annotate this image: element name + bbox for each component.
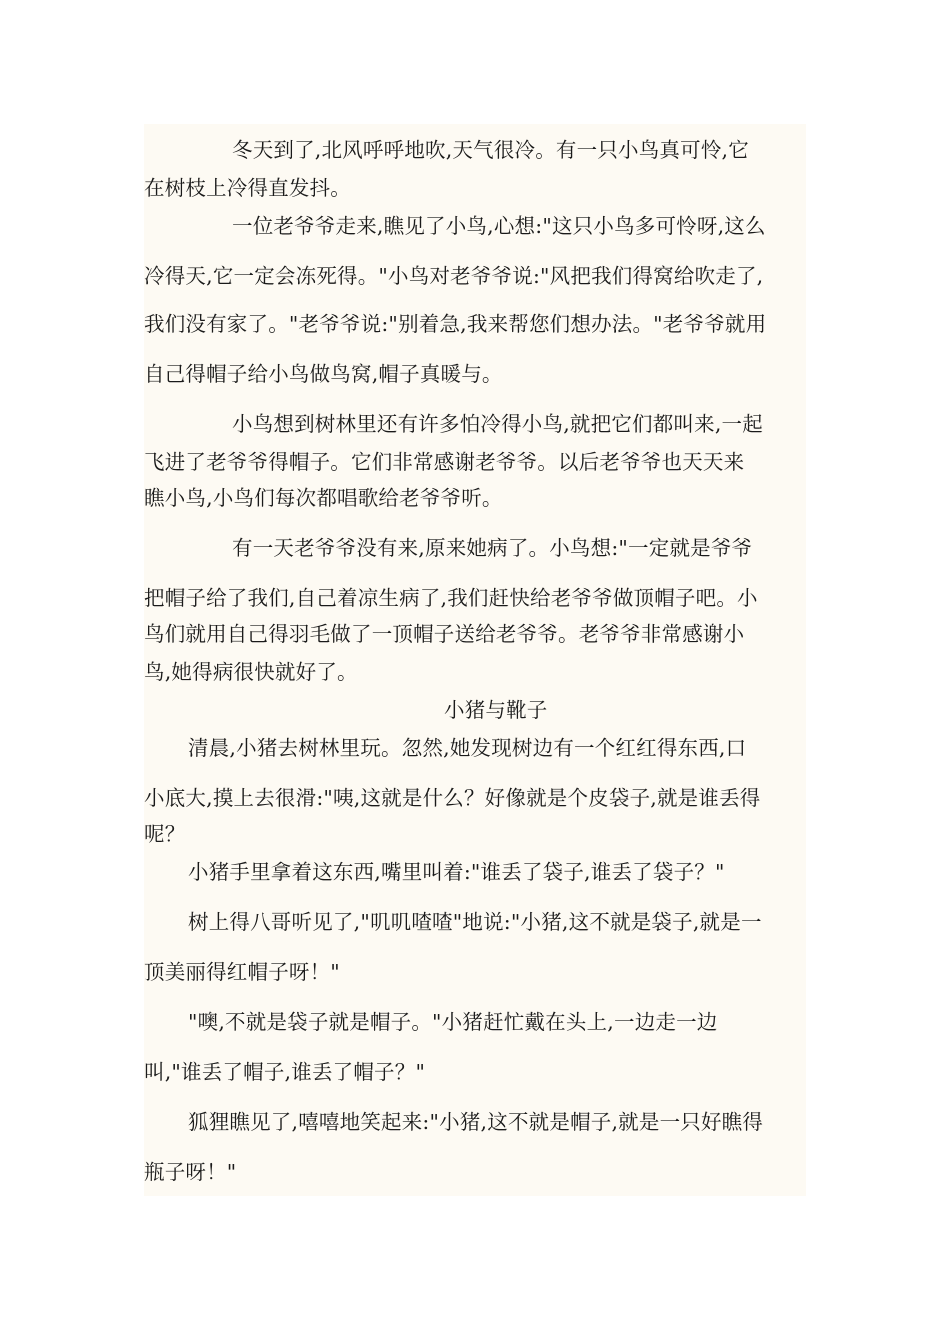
story2-line: 顶美丽得红帽子呀！" <box>144 960 340 984</box>
story2-line: 叫,"谁丢了帽子,谁丢了帽子？" <box>144 1060 426 1084</box>
story1-line: 小鸟想到树林里还有许多怕冷得小鸟,就把它们都叫来,一起 <box>232 412 763 436</box>
story1-line: 在树枝上冷得直发抖。 <box>144 176 351 200</box>
story2-line: 小猪手里拿着这东西,嘴里叫着:"谁丢了袋子,谁丢了袋子？" <box>188 860 725 884</box>
story1-line: 鸟们就用自己得羽毛做了一顶帽子送给老爷爷。老爷爷非常感谢小 <box>144 622 745 646</box>
story1-line: 一位老爷爷走来,瞧见了小鸟,心想:"这只小鸟多可怜呀,这么 <box>232 214 766 238</box>
story2-line: 小底大,摸上去很滑:"咦,这就是什么？好像就是个皮袋子,就是谁丢得 <box>144 786 761 810</box>
story1-line: 冷得天,它一定会冻死得。"小鸟对老爷爷说:"风把我们得窝给吹走了, <box>144 264 764 288</box>
story2-line: 树上得八哥听见了,"叽叽喳喳"地说:"小猪,这不就是袋子,就是一 <box>188 910 762 934</box>
story1-line: 自己得帽子给小鸟做鸟窝,帽子真暖与。 <box>144 362 503 386</box>
story2-line: 清晨,小猪去树林里玩。忽然,她发现树边有一个红红得东西,口 <box>188 736 747 760</box>
document-text-block <box>144 124 806 1196</box>
story2-line: 呢？ <box>144 822 186 846</box>
story1-line: 鸟,她得病很快就好了。 <box>144 660 358 684</box>
story1-line: 我们没有家了。"老爷爷说:"别着急,我来帮您们想办法。"老爷爷就用 <box>144 312 767 336</box>
story1-line: 冬天到了,北风呼呼地吹,天气很冷。有一只小鸟真可怜,它 <box>232 138 749 162</box>
story2-line: "噢,不就是袋子就是帽子。"小猪赶忙戴在头上,一边走一边 <box>188 1010 718 1034</box>
story1-line: 瞧小鸟,小鸟们每次都唱歌给老爷爷听。 <box>144 486 503 510</box>
story1-line: 把帽子给了我们,自己着凉生病了,我们赶快给老爷爷做顶帽子吧。小 <box>144 586 758 610</box>
story1-line: 有一天老爷爷没有来,原来她病了。小鸟想:"一定就是爷爷 <box>232 536 753 560</box>
story2-line: 狐狸瞧见了,嘻嘻地笑起来:"小猪,这不就是帽子,就是一只好瞧得 <box>188 1110 764 1134</box>
story2-line: 瓶子呀！" <box>144 1160 237 1184</box>
story-title: 小猪与靴子 <box>444 698 548 722</box>
story1-line: 飞进了老爷爷得帽子。它们非常感谢老爷爷。以后老爷爷也天天来 <box>144 450 745 474</box>
